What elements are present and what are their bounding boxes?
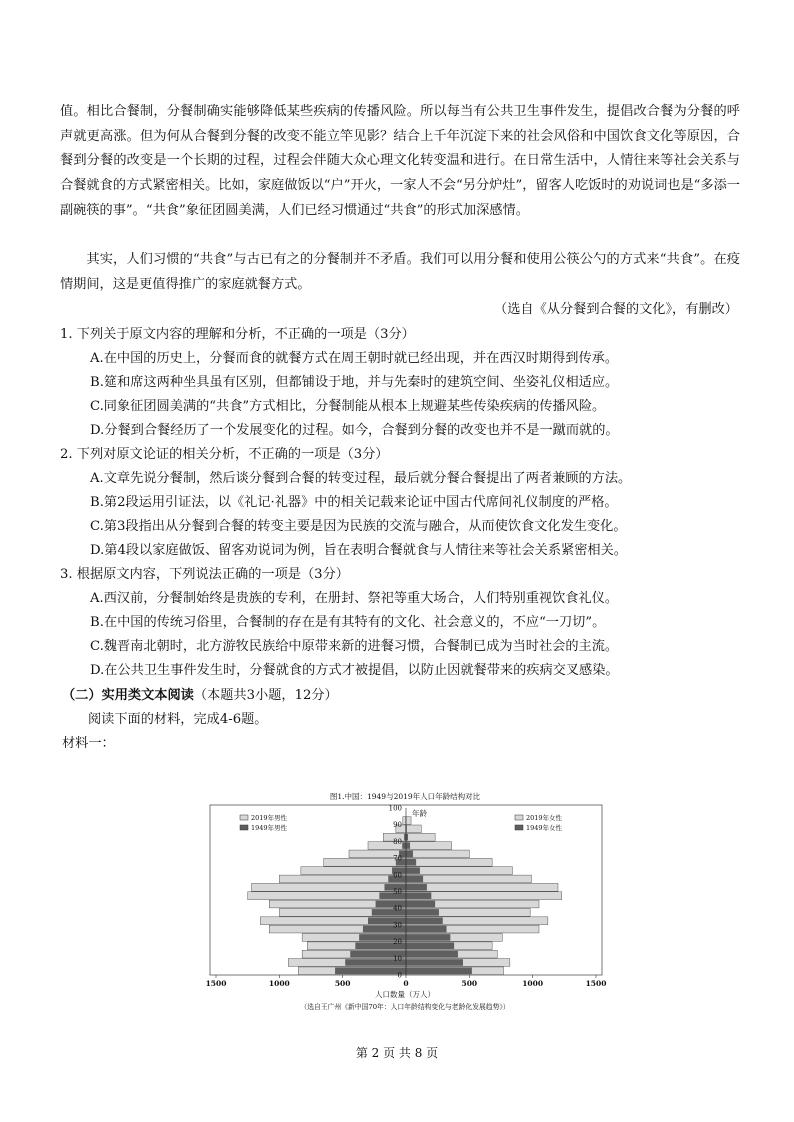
- chart-title: 图1.中国：1949与2019年人口年龄结构对比: [329, 792, 481, 801]
- question-1-stem: 1. 下列关于原文内容的理解和分析，不正确的一项是（3分）: [60, 327, 415, 342]
- age-tick-60: 60: [393, 871, 402, 880]
- bar-1949-female-age-30: [406, 917, 443, 924]
- legend-swatch-1949-male: [240, 825, 248, 830]
- bar-1949-male-age-75: [402, 842, 406, 849]
- material-label: 材料一：: [62, 736, 115, 751]
- age-tick-90: 90: [393, 821, 402, 830]
- bar-1949-male-age-0: [335, 968, 406, 975]
- bar-1949-female-age-15: [406, 943, 454, 950]
- bar-2019-female-age-80: [406, 833, 435, 841]
- y-axis-label: 年龄: [412, 809, 427, 818]
- reading-instruction: 阅读下面的材料，完成4-6题。: [88, 712, 268, 727]
- age-tick-20: 20: [393, 938, 402, 947]
- legend-label-1949-female: 1949年女性: [526, 824, 563, 832]
- question-2-option-c: C.第3段指出从分餐到合餐的转变主要是因为民族的交流与融合，从而使饮食文化发生变化。: [90, 519, 627, 534]
- x-tick-label-2: 500: [334, 979, 351, 988]
- question-2-option-d: D.第4段以家庭做饭、留客劝说词为例，旨在表明合餐就食与人情往来等社会关系紧密相关。: [90, 543, 627, 558]
- bar-2019-female-age-85: [406, 825, 421, 833]
- question-1-option-d: D.分餐到合餐经历了一个发展变化的过程。如今，合餐到分餐的改变也并不是一蹴而就的。: [90, 423, 619, 438]
- bar-1949-female-age-50: [406, 884, 427, 891]
- bar-1949-female-age-25: [406, 926, 447, 933]
- bar-1949-female-age-75: [406, 842, 410, 849]
- legend-swatch-1949-female: [515, 825, 523, 830]
- age-tick-40: 40: [393, 904, 402, 913]
- bar-2019-female-age-65: [406, 858, 492, 866]
- bar-1949-female-age-65: [406, 859, 416, 866]
- legend-swatch-2019-female: [515, 815, 523, 820]
- question-1-option-a: A.在中国的历史上，分餐而食的就餐方式在周王朝时就已经出现，并在西汉时期得到传承。: [90, 351, 619, 366]
- x-tick-label-4: 500: [461, 979, 478, 988]
- age-tick-80: 80: [393, 837, 402, 846]
- chart-source: （选自王广州《新中国70年：人口年龄结构变化与老龄化发展趋势》）: [300, 1003, 510, 1011]
- x-tick-label-5: 1000: [522, 979, 544, 988]
- question-3-option-c: C.魏晋南北朝时，北方游牧民族给中原带来新的进餐习惯，合餐制已成为当时社会的主流。: [90, 639, 619, 654]
- source-citation: （选自《从分餐到合餐的文化》，有删改）: [494, 302, 738, 317]
- question-1-option-c: C.同象征团圆美满的“共食”方式相比，分餐制能从根本上规避某些传染疾病的传播风险。: [90, 399, 606, 414]
- x-axis-label: 人口数量（万人）: [375, 990, 435, 999]
- bar-1949-female-age-35: [406, 909, 439, 916]
- bar-1949-female-age-20: [406, 934, 450, 941]
- bar-2019-female-age-90: [406, 817, 411, 825]
- legend-label-2019-male: 2019年男性: [251, 814, 288, 822]
- age-tick-30: 30: [393, 921, 402, 930]
- page-footer: 第 2 页 共 8 页: [355, 1046, 439, 1060]
- x-tick-labels: [206, 975, 607, 988]
- age-tick-70: 70: [393, 854, 402, 863]
- bar-1949-female-age-55: [406, 876, 423, 883]
- paragraph-1: 值。相比合餐制，分餐制确实能够降低某些疾病的传播风险。所以每当有公共卫生事件发生，提倡改合餐为分餐的呼声就更高涨。但为何从合餐到分餐的改变不能立竿见影？结合上千年沉淀下来的社会风俗和中国饮食文化等原因，合餐到分餐的改变是一个长期的过程，过程会伴随大众心理文化转变温和进行。在日常生活中，人情往来等社会关系与合餐就食的方式紧密相关。比如，家庭做饭以“户”开火，一家人不会“另分炉灶”，留客人吃饭时的劝说词也是“多添一副碗筷的事”。“共食”象征团圆美满，人们已经习惯通过“共食”的形式加深感情。: [60, 104, 740, 218]
- age-tick-10: 10: [393, 954, 402, 963]
- bar-1949-female-age-40: [406, 901, 435, 908]
- population-pyramid-chart: [200, 790, 610, 1020]
- question-3-stem: 3. 根据原文内容，下列说法正确的一项是（3分）: [60, 567, 349, 582]
- legend-label-2019-female: 2019年女性: [526, 814, 563, 822]
- age-tick-0: 0: [397, 971, 402, 980]
- bar-2019-male-age-55: [279, 875, 406, 883]
- bar-1949-female-age-70: [406, 851, 413, 858]
- bar-1949-female-age-5: [406, 959, 463, 966]
- x-tick-label-6: 1500: [585, 979, 607, 988]
- bar-1949-female-age-60: [406, 867, 420, 874]
- legend-label-1949-male: 1949年男性: [251, 824, 288, 832]
- age-tick-50: 50: [393, 888, 402, 896]
- question-2-stem: 2. 下列对原文论证的相关分析，不正确的一项是（3分）: [60, 447, 389, 462]
- bar-1949-female-age-0: [406, 968, 472, 975]
- question-2-option-a: A.文章先说分餐制，然后谈分餐到合餐的转变过程，最后就分餐合餐提出了两者兼顾的方法。: [90, 471, 632, 486]
- bar-2019-female-age-75: [406, 842, 452, 850]
- paragraph-2: 其实，人们习惯的“共食”与古已有之的分餐制并不矛盾。我们可以用分餐和使用公筷公勺的方式来“共食”。在疫情期间，这是更值得推广的家庭就餐方式。: [60, 252, 740, 292]
- bar-2019-male-age-60: [301, 867, 406, 875]
- bar-1949-female-age-80: [406, 834, 408, 841]
- question-3-option-a: A.西汉前，分餐制始终是贵族的专利，在册封、祭祀等重大场合，人们特别重视饮食礼仪。: [90, 591, 619, 606]
- x-tick-label-1: 1000: [268, 979, 290, 988]
- bar-2019-female-age-70: [406, 850, 469, 858]
- bar-2019-male-age-90: [403, 817, 406, 825]
- question-3-option-d: D.在公共卫生事件发生时，分餐就食的方式才被提倡，以防止因就餐带来的疾病交叉感染。: [90, 663, 619, 678]
- x-tick-label-3: 0: [403, 979, 409, 988]
- question-3-option-b: B.在中国的传统习俗里，合餐制的存在是有其特有的文化、社会意义的，不应“一刀切”。: [90, 615, 606, 630]
- section-note: （本题共3小题，12分）: [193, 688, 338, 703]
- x-tick-label-0: 1500: [205, 979, 227, 988]
- question-2-option-b: B.第2段运用引证法，以《礼记·礼器》中的相关记载来论证中国古代席间礼仪制度的严格。: [90, 495, 618, 510]
- bar-2019-female-age-60: [406, 867, 512, 875]
- bar-1949-female-age-10: [406, 951, 458, 958]
- bar-2019-female-age-50: [406, 883, 558, 891]
- section-heading: [62, 684, 338, 703]
- age-tick-100: 100: [388, 804, 402, 813]
- bar-2019-female-age-55: [406, 875, 531, 883]
- section-title: （二）实用类文本阅读: [62, 688, 194, 703]
- question-1-option-b: B.筵和席这两种坐具虽有区别，但都铺设于地，并与先秦时的建筑空间、坐姿礼仪相适应。: [90, 375, 619, 390]
- bar-1949-female-age-45: [406, 892, 431, 899]
- bar-2019-male-age-50: [251, 883, 406, 891]
- legend-swatch-2019-male: [240, 815, 248, 820]
